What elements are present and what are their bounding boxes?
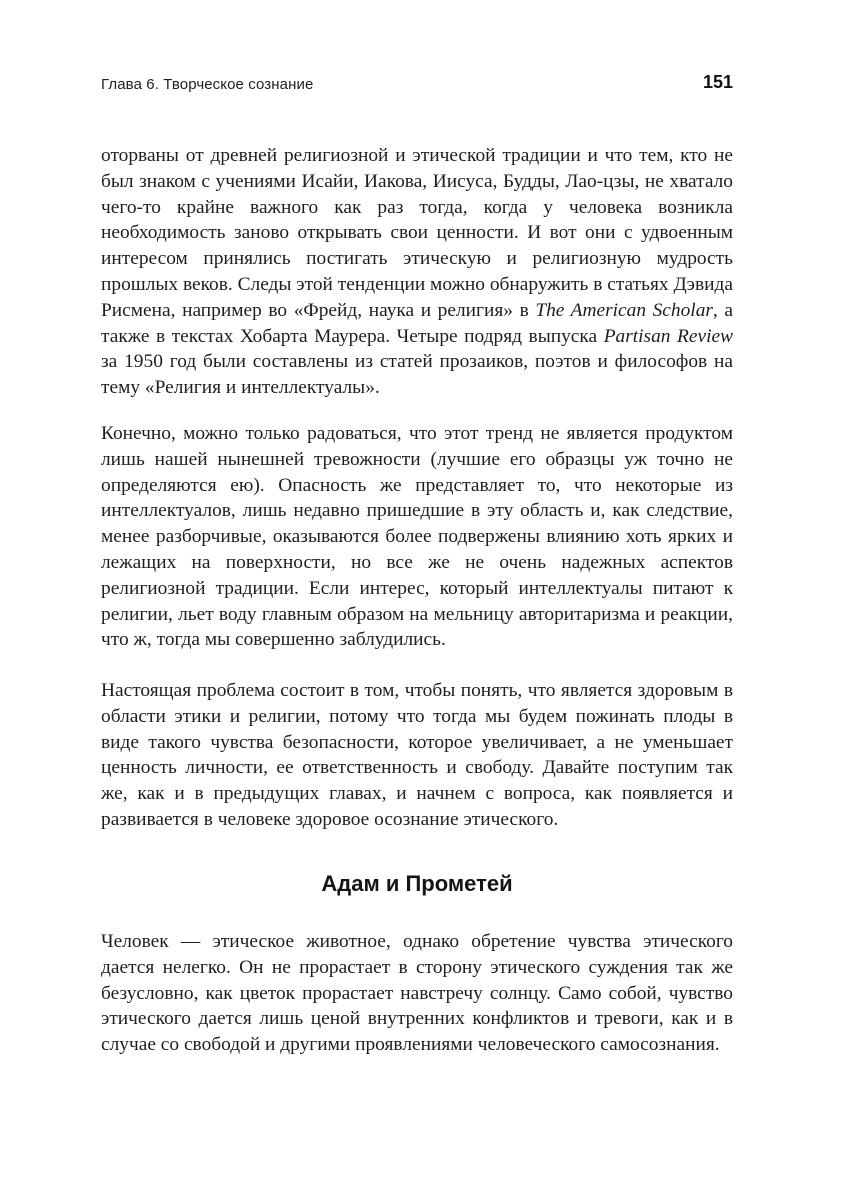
paragraph-4-text: Человек — этическое животное, однако обретение чувства этического дается нелегко. Он не прорастает в сторону этического суждения так же безусловно, как цветок прорастает навстречу солнцу. Само собой, чувство этического дается лишь ценой внутренних конфликтов и тревоги, как и в случае со свободой и другими проявлениями человеческого самосознания. [101,931,733,1056]
paragraph-1-text [101,143,733,401]
page-number: 151 [702,72,733,92]
paragraph-2-text: Конечно, можно только радоваться, что этот тренд не является продуктом лишь нашей нынешней тревожности (лучшие его образцы уж точно не определяются ею). Опасность же представляет то, что некоторые из интеллектуалов, лишь недавно пришедшие в эту область и, как следствие, менее разборчивые, оказываются более подвержены влиянию хоть ярких и лежащих на поверхности, но все же не очень надежных аспектов религиозной традиции. Если интерес, который интеллектуалы питают к религии, льет воду главным образом на мельницу авторитаризма и реакции, что ж, тогда мы совершенно заблудились. [101,423,733,651]
paragraph-1-part-c: , а также в текстах Хобарта Маурера. Четыре подряд выпуска [101,299,733,347]
page-header [101,72,733,98]
journal-title-partisan-review: Partisan Review [603,325,733,347]
section-heading: Адам и Прометей [321,871,513,896]
paragraph-1-part-e: за 1950 год были составлены из статей прозаиков, поэтов и философов на тему «Религия и интеллектуалы». [101,351,733,399]
paragraph-4 [101,929,733,1058]
paragraph-3-text: Настоящая проблема состоит в том, чтобы понять, что является здоровым в области этики и религии, потому что тогда мы будем пожинать плоды в виде такого чувства безопасности, которое увеличивает, а не уменьшает ценность личности, ее ответственность и свободу. Давайте поступим так же, как и в предыдущих главах, и начнем с вопроса, как появляется и развивается в человеке здоровое осознание этического. [101,680,733,830]
journal-title-american-scholar: The American Scholar [535,299,713,321]
running-head: Глава 6. Творческое сознание [101,76,314,93]
paragraph-2 [101,421,733,653]
paragraph-1-part-a: оторваны от древней религиозной и этической традиции и что тем, кто не был знаком с учениями Исайи, Иакова, Иисуса, Будды, Лао-цзы, не хватало чего-то крайне важного как раз тогда, когда у человека возникла необходимость заново открывать свои ценности. И вот они с удвоенным интересом принялись постигать этическую и религиозную мудрость прошлых веков. Следы этой тенденции можно обнаружить в статьях Дэвида Рисмена, например во «Фрейд, наука и религия» в [101,145,733,321]
paragraph-3 [101,678,733,833]
paragraph-1 [101,143,733,401]
